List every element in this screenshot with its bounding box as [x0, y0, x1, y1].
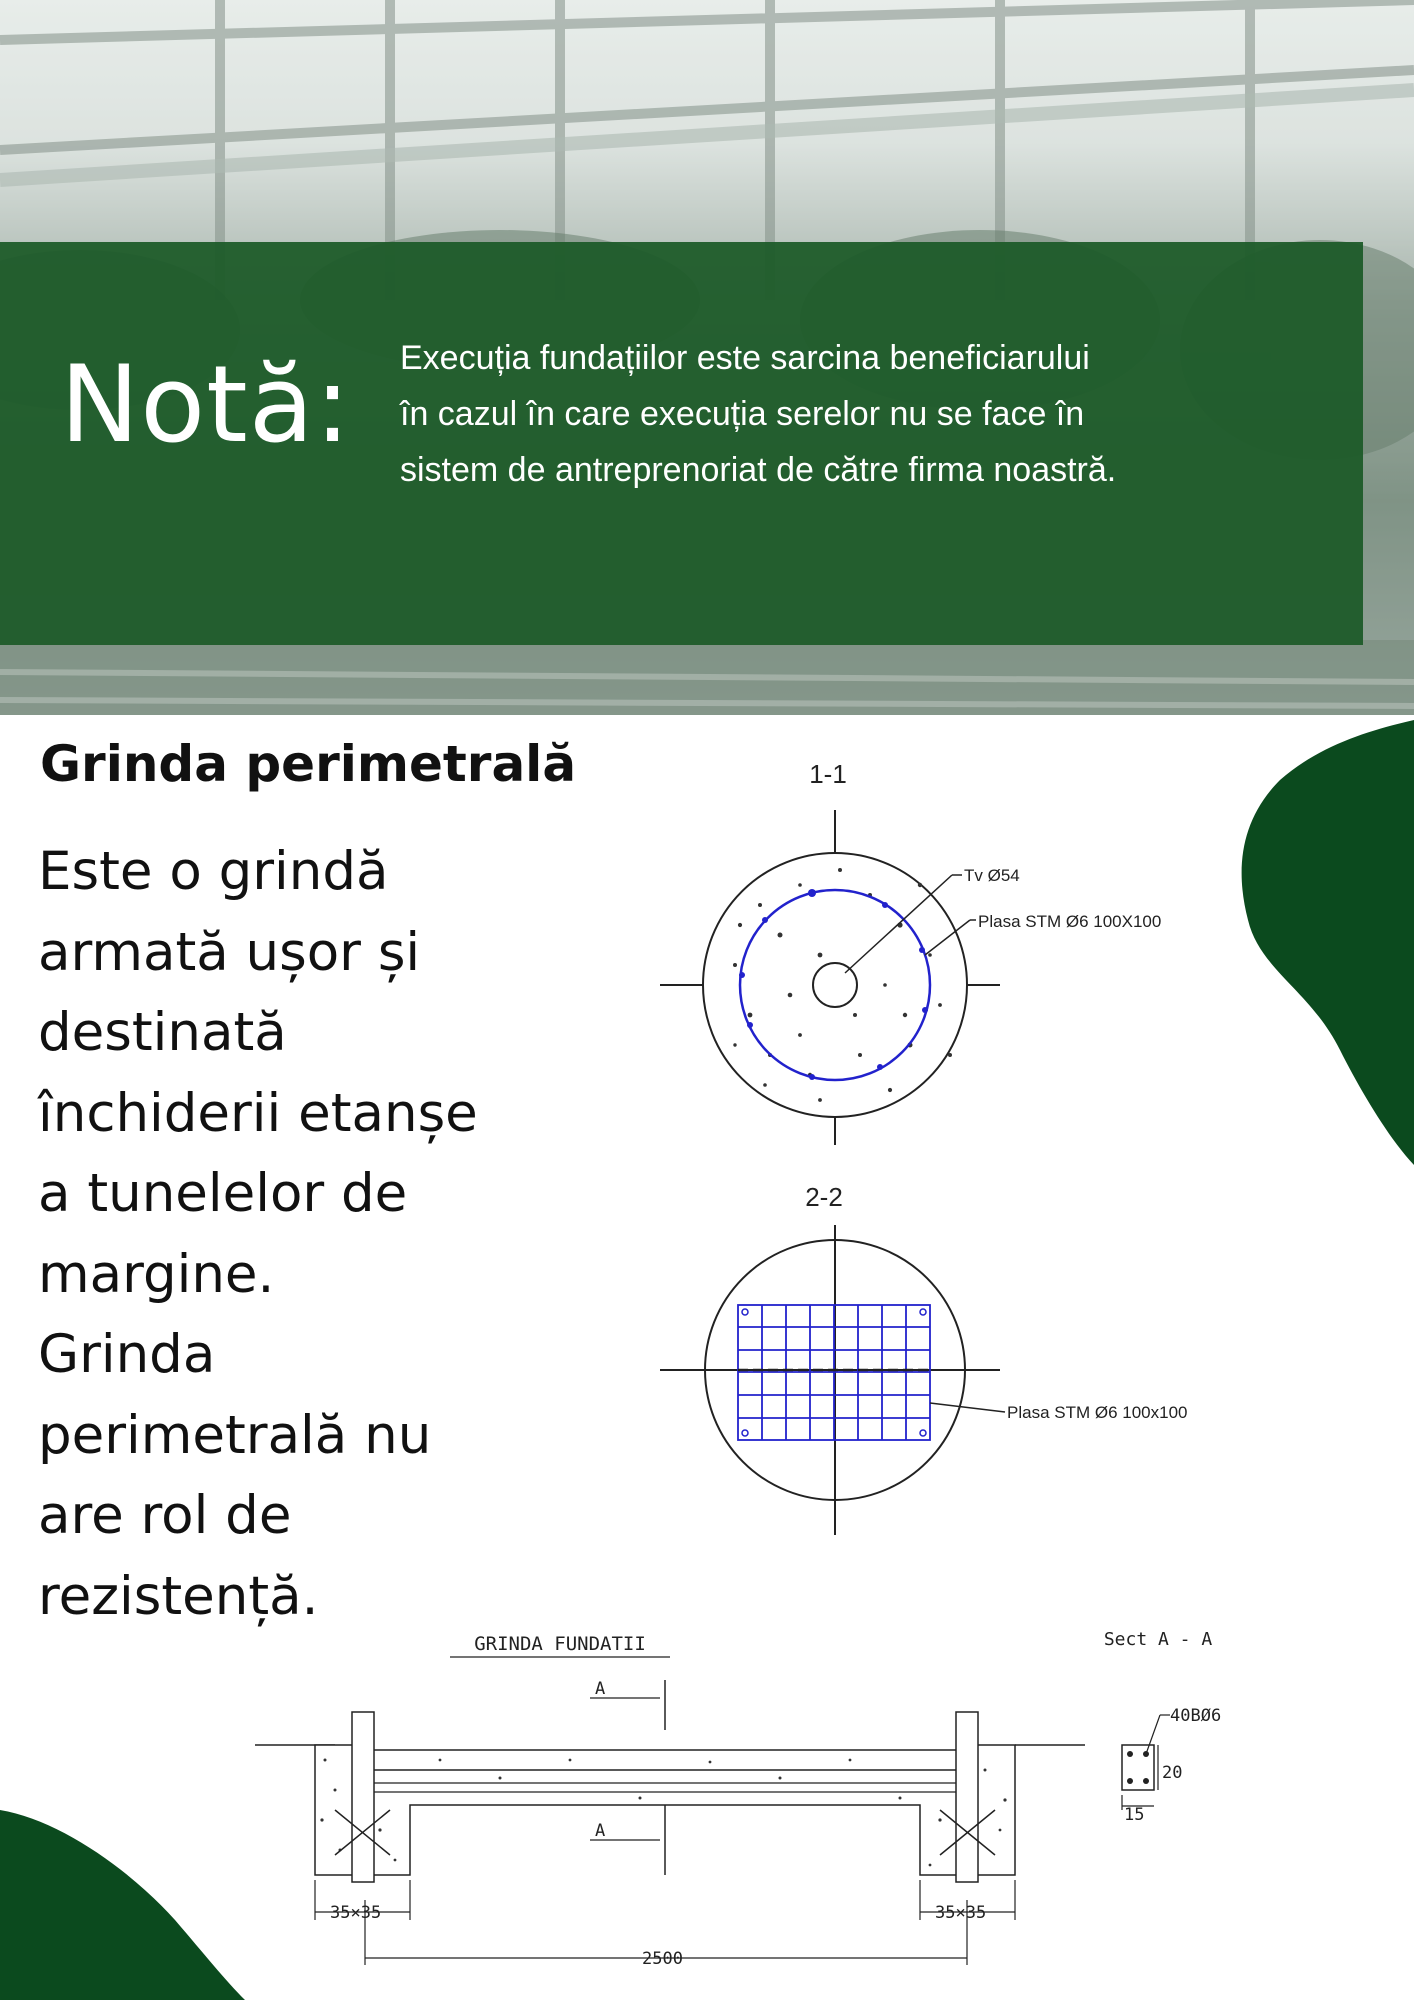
dim-section-width: 15: [1124, 1805, 1145, 1825]
section-body: Este o grindă armată ușor și destinată închiderii etanșe a tunelelor de margine. Grinda perimetrală nu are rol de rezistență.: [38, 841, 478, 1627]
dim-right-post: 35×35: [935, 1903, 987, 1923]
post-right: [956, 1712, 978, 1882]
rebar-label: 40BØ6: [1170, 1706, 1222, 1726]
dim-span: 2500: [642, 1949, 683, 1969]
note-text: Execuția fundațiilor este sarcina beneficiarului în cazul în care execuția serelor nu se face în sistem de antreprenoriat de către firma noastră.: [400, 339, 1117, 489]
section-drawing-1-1: [640, 755, 1220, 1155]
drawing-2-label: 2-2: [805, 1182, 843, 1212]
beam-drawing-title: GRINDA FUNDATII: [474, 1633, 646, 1655]
drawing-1-label: 1-1: [809, 759, 847, 789]
note-title: Notă:: [60, 343, 352, 466]
dim-section-height: 20: [1162, 1763, 1183, 1783]
decorative-green-blob-left: [0, 1800, 260, 2000]
decorative-green-blob-right: [1240, 720, 1414, 1180]
dim-left-post: 35×35: [330, 1903, 382, 1923]
callout-mesh-2: Plasa STM Ø6 100x100: [1007, 1403, 1188, 1422]
section-mark-bottom: A: [595, 1821, 606, 1841]
center-tube: [813, 963, 857, 1007]
section-drawing-2-2: [640, 1170, 1240, 1540]
post-left: [352, 1712, 374, 1882]
section-mark-top: A: [595, 1679, 606, 1699]
section-title: Grinda perimetrală: [40, 735, 577, 793]
callout-mesh-1: Plasa STM Ø6 100X100: [978, 912, 1162, 931]
section-a-detail: [1122, 1745, 1154, 1790]
rebar-mesh: [738, 1305, 930, 1440]
beam-foundation-drawing: [240, 1620, 1240, 1990]
callout-tube: Tv Ø54: [964, 866, 1020, 885]
section-a-title: Sect A - A: [1103, 1629, 1213, 1650]
